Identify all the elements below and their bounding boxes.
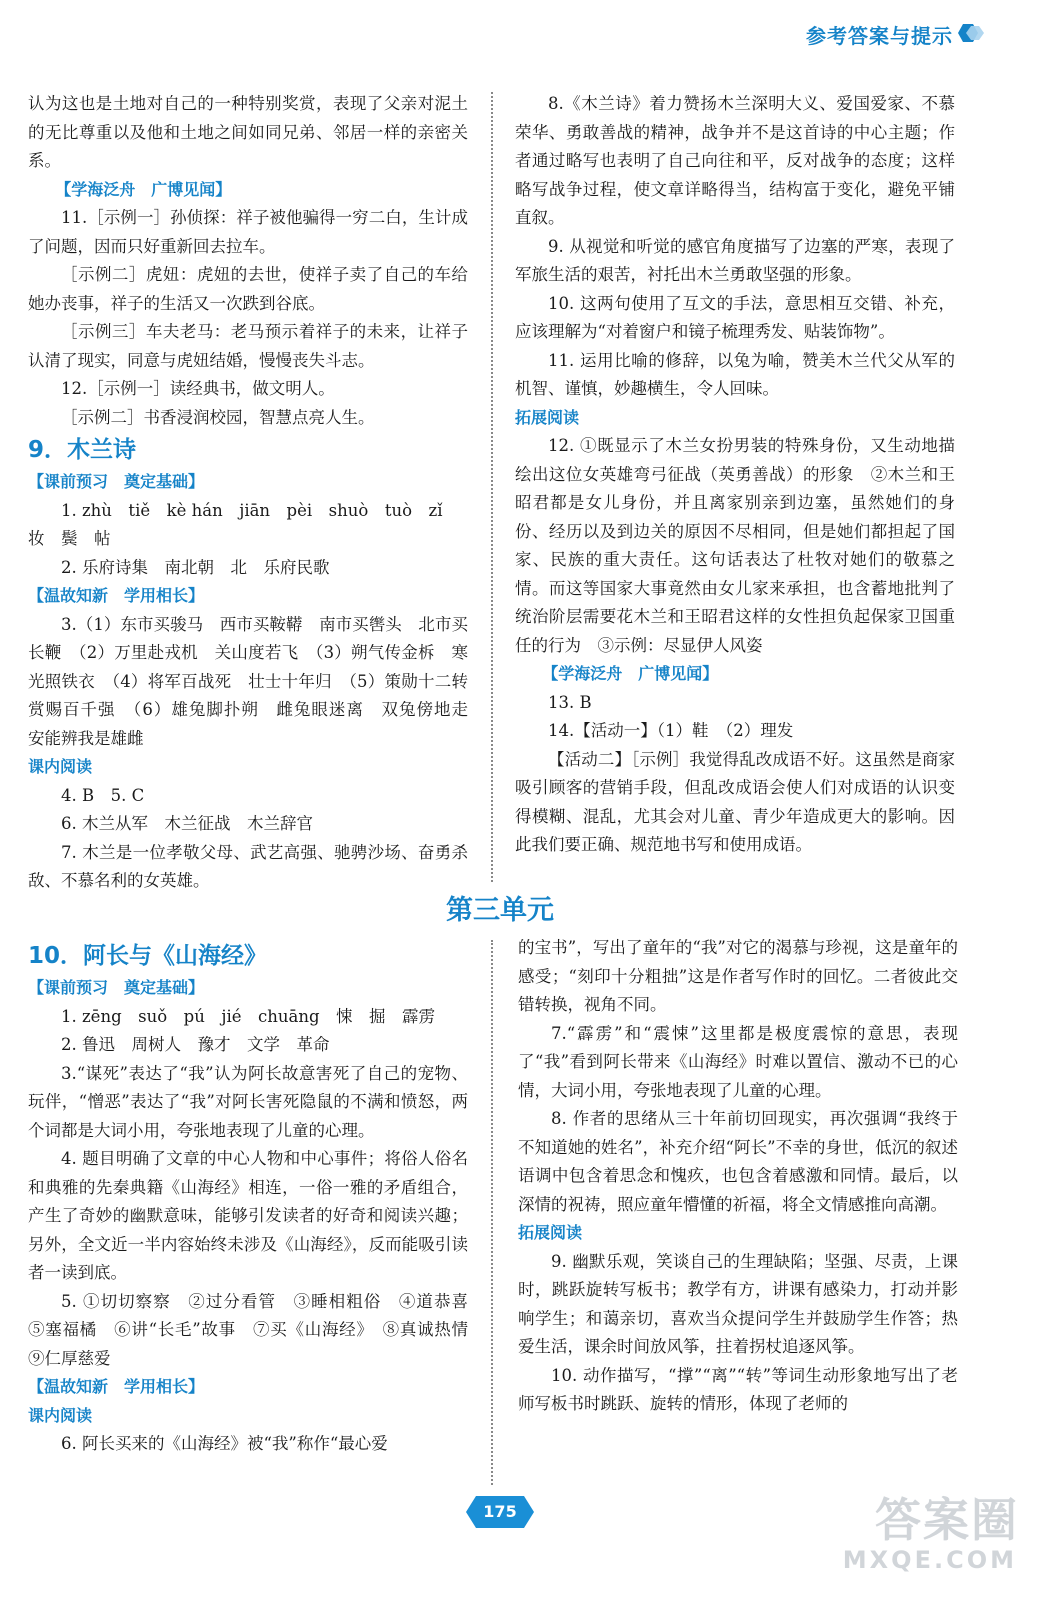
answer-text: 【活动二】［示例］我觉得乱改成语不好。这虽然是商家吸引顾客的营销手段，但乱改成语会使人们对成语的认识变得模糊、混乱，尤其会对儿童、青少年造成更大的影响。因此我们要正确、规范地书写和使用成语。 — [515, 749, 955, 854]
page-number-badge — [466, 1496, 534, 1528]
answer-text: 9. 从视觉和听觉的感官角度描写了边塞的严寒，表现了军旅生活的艰苦，衬托出木兰勇敢坚强的形象。 — [515, 236, 955, 284]
answer-text: 14.【活动一】（1）鞋 （2）理发 — [548, 721, 794, 740]
column-divider — [491, 92, 493, 882]
watermark-url: MXQE.COM — [842, 1546, 1017, 1574]
section-tag: 【学海泛舟 广博见闻】 — [542, 664, 719, 683]
page-number: 175 — [483, 1502, 517, 1521]
answer-text: 11. 运用比喻的修辞，以兔为喻，赞美木兰代父从军的机智、谨慎，妙趣横生，令人回味。 — [515, 350, 955, 398]
top-right-column — [515, 90, 955, 860]
answer-text: 8.《木兰诗》着力赞扬木兰深明大义、爱国爱家、不慕荣华、勇敢善战的精神，战争并不是这首诗的中心主题；作者通过略写也表明了自己向往和平，反对战争的态度；这样略写战争过程，使文章详略得当，结构富于变化，避免平铺直叙。 — [515, 94, 955, 227]
lesson-title: 10．阿长与《山海经》 — [28, 943, 268, 969]
answer-text: 11.［示例一］孙侦探：祥子被他骗得一穷二白，生计成了问题，因而只好重新回去拉车。 — [28, 208, 468, 256]
answer-text: ［示例三］车夫老马：老马预示着祥子的未来，让祥子认清了现实，同意与虎妞结婚，慢慢丧失斗志。 — [28, 322, 468, 370]
answer-text: 12.［示例一］读经典书，做文明人。 — [61, 379, 335, 398]
answer-text: 3.“谋死”表达了“我”认为阿长故意害死了自己的宠物、玩伴，“憎恶”表达了“我”对阿长害死隐鼠的不满和愤怒，两个词都是大词小用，夸张地表现了儿童的心理。 — [28, 1063, 468, 1140]
answer-text: 1. zhù tiě kè hán jiān pèi shuò tuò zǐ — [61, 500, 443, 520]
answer-text: 8. 作者的思绪从三十年前切回现实，再次强调“我终于不知道她的姓名”，补充介绍“阿长”不幸的身世，低沉的叙述语调中包含着思念和愧疚，也包含着感激和同情。最后，以深情的祝祷，照应童年懵懂的祈福，将全文情感推向高潮。 — [518, 1109, 958, 1214]
answer-text: 4. 题目明确了文章的中心人物和中心事件；将俗人俗名和典雅的先秦典籍《山海经》相连，一俗一雅的矛盾组合，产生了奇妙的幽默意味，能够引发读者的好奇和阅读兴趣；另外，全文近一半内容始终未涉及《山海经》，反而能吸引读者一读到底。 — [28, 1149, 468, 1282]
answer-text: 6. 阿长买来的《山海经》被“我”称作“最心爱 — [61, 1434, 388, 1453]
answer-text: 6. 木兰从军 木兰征战 木兰辞官 — [61, 814, 313, 833]
answer-text: ［示例二］虎妞：虎妞的去世，使祥子卖了自己的车给她办丧事，祥子的生活又一次跌到谷底。 — [28, 265, 468, 313]
answer-text: 认为这也是土地对自己的一种特别奖赏，表现了父亲对泥土的无比尊重以及他和土地之间如同兄弟、邻居一样的亲密关系。 — [28, 94, 468, 170]
answer-text: 9. 幽默乐观，笑谈自己的生理缺陷；坚强、尽责，上课时，跳跃旋转写板书；教学有方，讲课有感染力，打动并影响学生；和蔼亲切，喜欢当众提问学生并鼓励学生作答；热爱生活，课余时间放风筝，拄着拐杖追逐风筝。 — [518, 1251, 958, 1356]
answer-text: 5. ①切切察察 ②过分看管 ③睡相粗俗 ④道恭喜 ⑤塞福橘 ⑥讲“长毛”故事 ⑦买《山海经》 ⑧真诚热情 ⑨仁厚慈爱 — [28, 1291, 485, 1368]
answer-text: 7. 木兰是一位孝敬父母、武艺高强、驰骋沙场、奋勇杀敌、不慕名利的女英雄。 — [28, 842, 468, 890]
watermark-logo — [842, 1484, 1025, 1594]
answer-text: 2. 鲁迅 周树人 豫才 文学 革命 — [61, 1035, 330, 1054]
column-divider — [491, 940, 493, 1485]
section-tag: 【学海泛舟 广博见闻】 — [55, 179, 232, 199]
lesson-title: 9．木兰诗 — [28, 437, 137, 463]
top-left-column — [28, 90, 485, 896]
section-tag: 【课前预习 奠定基础】 — [28, 978, 205, 997]
answer-text: ［示例二］书香浸润校园，智慧点亮人生。 — [61, 407, 375, 427]
answer-text: 的宝书”，写出了童年的“我”对它的渴慕与珍视，这是童年的感受；“刻印十分粗拙”这是作者写作时的回忆。二者彼此交错转换，视角不同。 — [518, 938, 958, 1014]
page-header-title: 参考答案与提示 — [806, 24, 953, 48]
answer-text: 10. 动作描写，“撑”“离”“转”等词生动形象地写出了老师写板书时跳跃、旋转的情形，体现了老师的 — [518, 1365, 958, 1413]
bottom-right-column — [518, 934, 958, 1419]
answer-text: 妆 鬓 帖 — [28, 529, 111, 548]
unit-title: 第三单元 — [446, 895, 554, 926]
section-tag: 【课前预习 奠定基础】 — [28, 472, 205, 491]
header-hexagon-icon — [957, 22, 987, 44]
section-tag: 拓展阅读 — [518, 1223, 583, 1242]
section-tag: 拓展阅读 — [515, 407, 580, 427]
bottom-left-column — [28, 938, 485, 1459]
section-tag: 课内阅读 — [28, 1405, 93, 1425]
answer-text: 10. 这两句使用了互文的手法，意思相互交错、补充，应该理解为“对着窗户和镜子梳理秀发、贴装饰物”。 — [515, 293, 955, 341]
watermark-text: 答案圈 — [875, 1493, 1019, 1547]
answer-text: 13. B — [548, 692, 592, 712]
section-tag: 【温故知新 学用相长】 — [28, 586, 205, 605]
section-tag: 【温故知新 学用相长】 — [28, 1377, 205, 1396]
answer-text: 1. zēng suǒ pú jié chuāng 悚 掘 霹雳 — [61, 1006, 436, 1026]
answer-text: 2. 乐府诗集 南北朝 北 乐府民歌 — [61, 557, 330, 577]
answer-text: 7.“霹雳”和“震悚”这里都是极度震惊的意思，表现了“我”看到阿长带来《山海经》时难以置信、激动不已的心情，大词小用，夸张地表现了儿童的心理。 — [518, 1023, 958, 1100]
section-tag: 课内阅读 — [28, 757, 93, 776]
answer-text: 12. ①既显示了木兰女扮男装的特殊身份，又生动地描绘出这位女英雄弯弓征战（英勇善战）的形象 ②木兰和王昭君都是女儿身份，并且离家别亲到边塞，虽然她们的身份、经历以及到边关的原因不尽相同，但是她们都担起了国家、民族的重大责任。这句话表达了杜牧对她们的敬慕之情。而这等国家大事竟然由女儿家来承担，也含蓄地批判了统治阶层需要花木兰和王昭君这样的女性担负起保家卫国重任的行为 ③示例：尽显伊人风姿 — [515, 436, 955, 655]
answer-text: 4. B 5. C — [61, 785, 145, 805]
answer-text: 3.（1）东市买骏马 西市买鞍鞯 南市买辔头 北市买长鞭 （2）万里赴戎机 关山度若飞 （3）朔气传金柝 寒光照铁衣 （4）将军百战死 壮士十年归 （5）策勋十二转 赏赐百千强 （6）雄兔脚扑朔 雌兔眼迷离 双兔傍地走 安能辨我是雄雌 — [28, 614, 485, 748]
